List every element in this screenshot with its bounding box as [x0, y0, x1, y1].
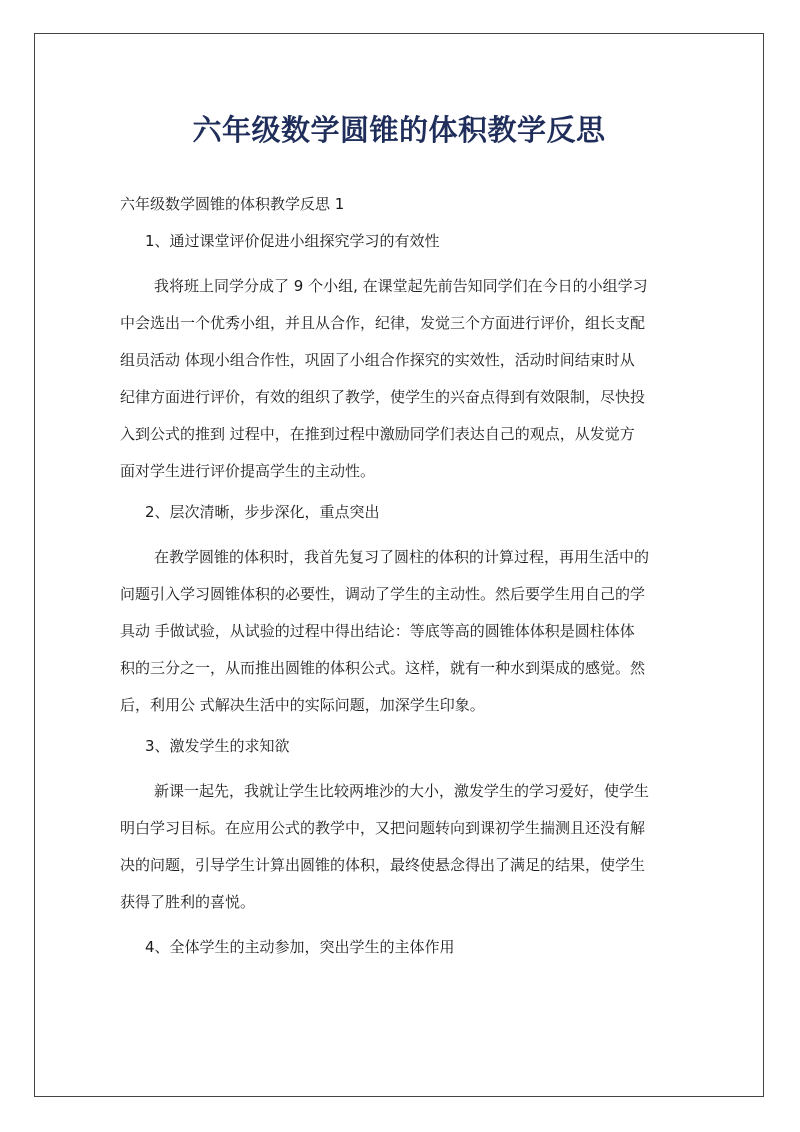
document-title: 六年级数学圆锥的体积教学反思	[192, 113, 606, 147]
paragraph-line: 新课一起先，我就让学生比较两堆沙的大小，激发学生的学习爱好，使学生	[154, 782, 650, 800]
paragraph-line: 积的三分之一，从而推出圆锥的体积公式。这样，就有一种水到渠成的感觉。然	[120, 659, 646, 677]
paragraph-line: 我将班上同学分成了 9 个小组, 在课堂起先前告知同学们在今日的小组学习	[154, 277, 648, 295]
paragraph-line: 获得了胜利的喜悦。	[120, 893, 256, 911]
paragraph-line: 在教学圆锥的体积时，我首先复习了圆柱的体积的计算过程，再用生活中的	[154, 548, 650, 566]
section-heading-3: 3、激发学生的求知欲	[145, 737, 290, 755]
section-heading-1: 1、通过课堂评价促进小组探究学习的有效性	[145, 232, 440, 250]
section-heading-2: 2、层次清晰，步步深化，重点突出	[145, 503, 380, 521]
document-body	[120, 186, 685, 966]
paragraph-line: 后，利用公 式解决生活中的实际问题，加深学生印象。	[120, 696, 485, 714]
paragraph-line: 决的问题，引导学生计算出圆锥的体积，最终使悬念得出了满足的结果，使学生	[120, 856, 646, 874]
paragraph-line: 明白学习目标。在应用公式的教学中，又把问题转向到课初学生揣测且还没有解	[120, 819, 646, 837]
paragraph-line: 问题引入学习圆锥体积的必要性，调动了学生的主动性。然后要学生用自己的学	[120, 585, 646, 603]
paragraph-line: 中会选出一个优秀小组，并且从合作，纪律，发觉三个方面进行评价，组长支配	[120, 314, 646, 332]
document-subtitle: 六年级数学圆锥的体积教学反思 1	[120, 195, 345, 213]
section-paragraph-1	[120, 268, 685, 490]
paragraph-line: 具动 手做试验，从试验的过程中得出结论：等底等高的圆锥体体积是圆柱体体	[120, 622, 635, 640]
paragraph-line: 纪律方面进行评价，有效的组织了教学，使学生的兴奋点得到有效限制，尽快投	[120, 388, 646, 406]
section-heading-4: 4、全体学生的主动参加，突出学生的主体作用	[145, 938, 455, 956]
section-paragraph-3	[120, 773, 685, 921]
paragraph-line: 入到公式的推到 过程中，在推到过程中激励同学们表达自己的观点，从发觉方	[120, 425, 635, 443]
paragraph-line: 组员活动 体现小组合作性，巩固了小组合作探究的实效性，活动时间结束时从	[120, 351, 635, 369]
paragraph-line: 面对学生进行评价提高学生的主动性。	[120, 462, 376, 480]
section-paragraph-2	[120, 539, 685, 724]
